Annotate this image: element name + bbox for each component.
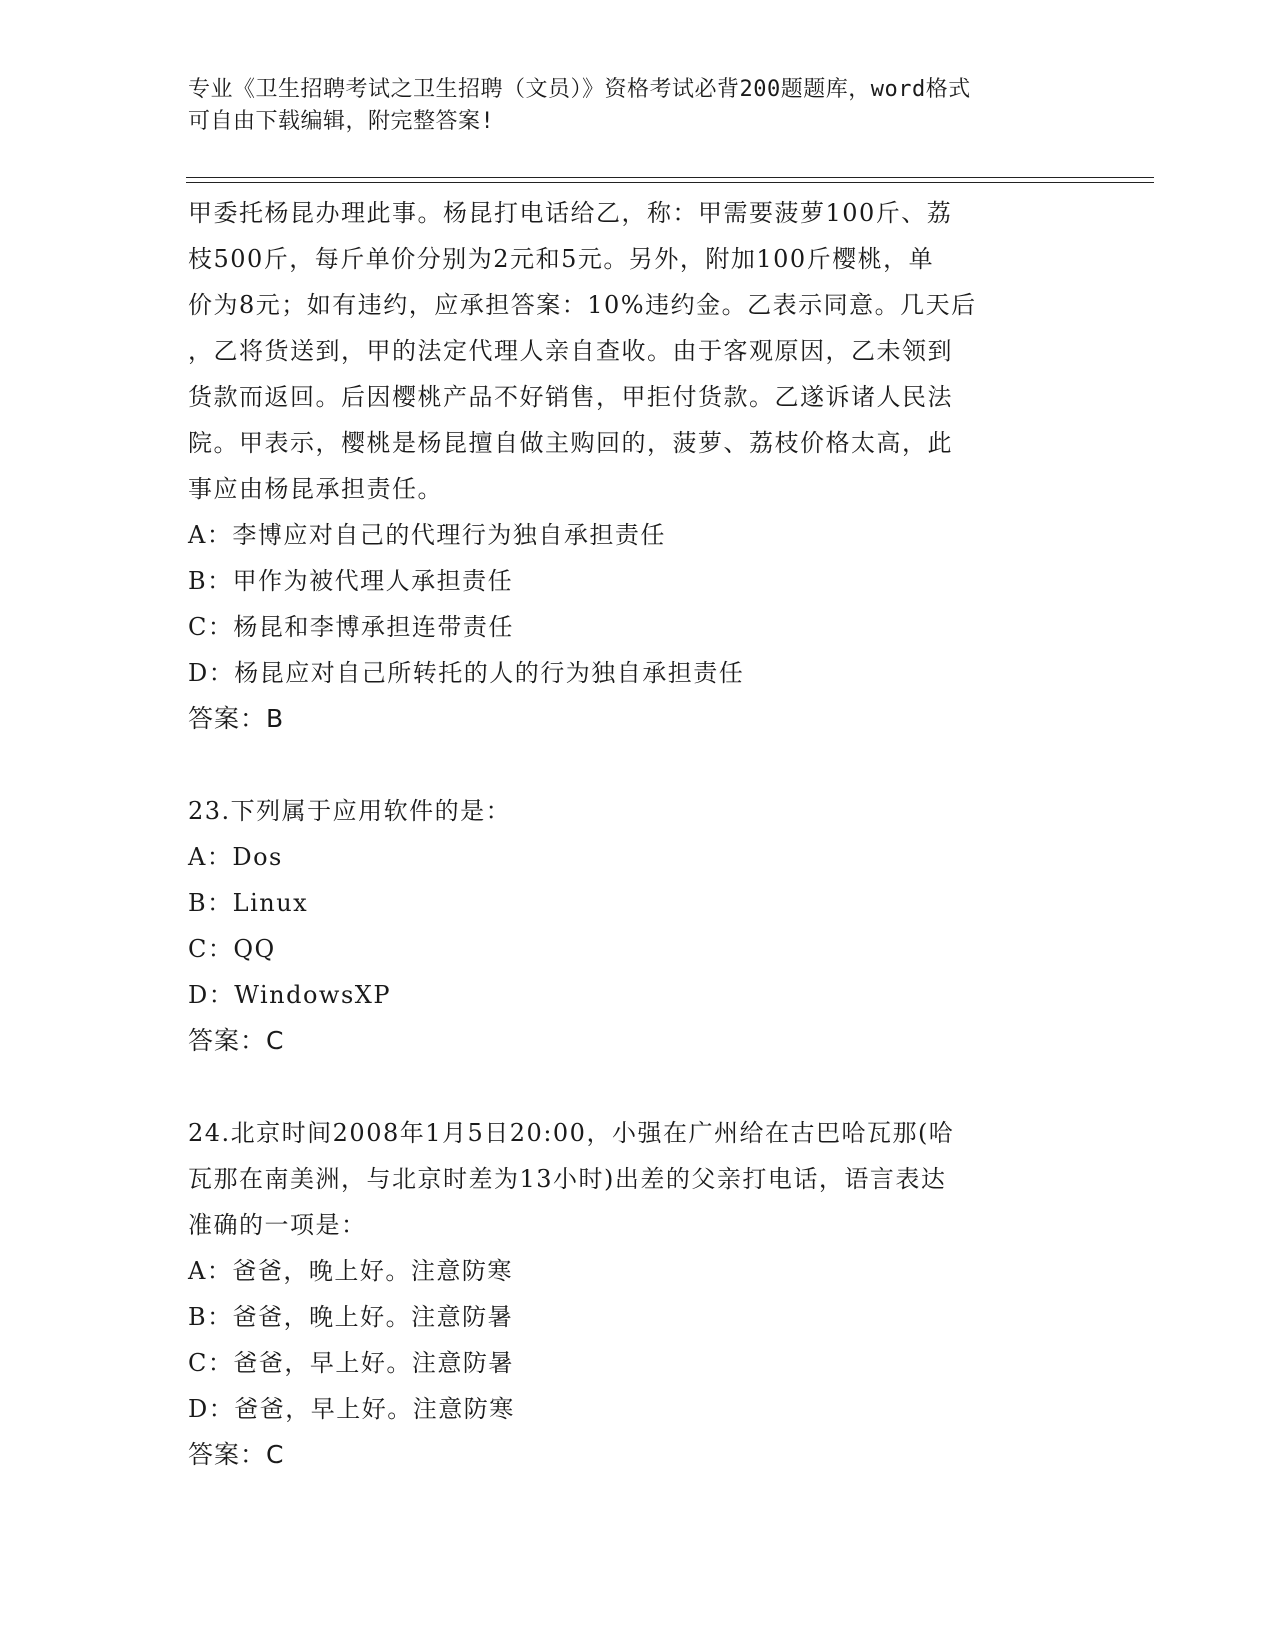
question-24 bbox=[188, 1110, 1088, 1478]
question-23-option-c: C：QQ bbox=[188, 935, 276, 963]
header-rule-bottom bbox=[186, 182, 1154, 183]
question-23-option-a: A：Dos bbox=[188, 843, 283, 871]
header-title-line-2: 可自由下载编辑，附完整答案! bbox=[188, 109, 495, 134]
question-23-option-d: D：WindowsXP bbox=[188, 981, 392, 1009]
header-rule-top bbox=[186, 177, 1154, 178]
question-content bbox=[188, 190, 1088, 1478]
question-22-stem-line: 价为8元；如有违约，应承担答案：10%违约金。乙表示同意。几天后 bbox=[188, 291, 977, 319]
question-22 bbox=[188, 190, 1088, 742]
question-24-option-c: C：爸爸，早上好。注意防暑 bbox=[188, 1349, 514, 1377]
question-23 bbox=[188, 788, 1088, 1064]
question-24-stem-line: 瓦那在南美洲，与北京时差为13小时)出差的父亲打电话，语言表达 bbox=[188, 1165, 947, 1193]
question-24-stem-line: 准确的一项是： bbox=[188, 1211, 367, 1239]
question-22-stem-line: 甲委托杨昆办理此事。杨昆打电话给乙，称：甲需要菠萝100斤、荔 bbox=[188, 199, 953, 227]
question-23-stem-line: 23.下列属于应用软件的是： bbox=[188, 797, 512, 825]
header-title-line-1: 专业《卫生招聘考试之卫生招聘（文员）》资格考试必背200题题库，word格式 bbox=[188, 77, 971, 102]
question-22-answer: 答案：B bbox=[188, 704, 285, 733]
question-24-stem-line: 24.北京时间2008年1月5日20:00，小强在广州给在古巴哈瓦那(哈 bbox=[188, 1119, 955, 1147]
spacer bbox=[188, 742, 1088, 788]
spacer bbox=[188, 1064, 1088, 1110]
question-24-option-d: D：爸爸，早上好。注意防寒 bbox=[188, 1395, 515, 1423]
question-24-option-a: A：爸爸，晚上好。注意防寒 bbox=[188, 1257, 513, 1285]
question-22-stem-line: 事应由杨昆承担责任。 bbox=[188, 475, 443, 503]
question-24-option-b: B：爸爸，晚上好。注意防暑 bbox=[188, 1303, 514, 1331]
question-22-option-a: A：李博应对自己的代理行为独自承担责任 bbox=[188, 521, 666, 549]
question-22-stem-line: 货款而返回。后因樱桃产品不好销售，甲拒付货款。乙遂诉诸人民法 bbox=[188, 383, 953, 411]
page-header bbox=[188, 74, 1068, 138]
question-22-option-d: D：杨昆应对自己所转托的人的行为独自承担责任 bbox=[188, 659, 745, 687]
question-23-answer: 答案：C bbox=[188, 1026, 285, 1055]
question-22-option-b: B：甲作为被代理人承担责任 bbox=[188, 567, 514, 595]
question-24-answer: 答案：C bbox=[188, 1440, 285, 1469]
question-23-option-b: B：Linux bbox=[188, 889, 309, 917]
question-22-stem-line: 院。甲表示，樱桃是杨昆擅自做主购回的，菠萝、荔枝价格太高，此 bbox=[188, 429, 953, 457]
question-22-stem-line: ，乙将货送到，甲的法定代理人亲自查收。由于客观原因，乙未领到 bbox=[188, 337, 953, 365]
question-22-option-c: C：杨昆和李博承担连带责任 bbox=[188, 613, 514, 641]
question-22-stem-line: 枝500斤，每斤单价分别为2元和5元。另外，附加100斤樱桃，单 bbox=[188, 245, 935, 273]
